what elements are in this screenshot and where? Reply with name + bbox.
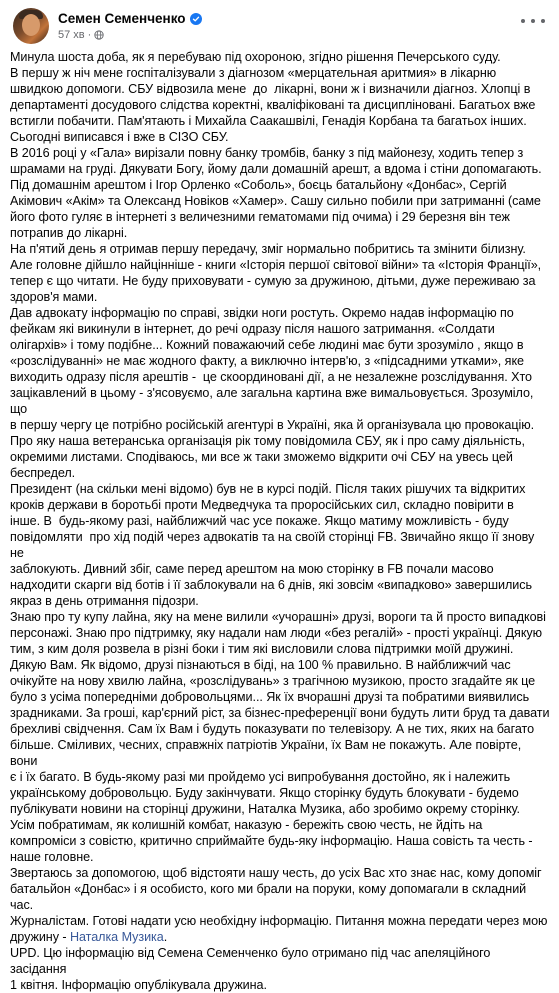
verified-badge-icon — [190, 13, 202, 25]
author-name[interactable]: Семен Семенченко — [58, 10, 186, 26]
more-options-icon[interactable] — [521, 14, 545, 28]
separator-dot: · — [87, 28, 92, 41]
journalists-text-end: . — [163, 930, 168, 944]
post-paragraph-update: UPD. Цю інформацію від Семена Семенченко було отримано під час апеляційного засідання 1 квітня. Інформацію опублікувала дружина. — [10, 946, 491, 992]
author-avatar[interactable] — [13, 8, 49, 44]
name-row — [58, 11, 202, 27]
avatar-face — [22, 14, 40, 36]
post-body — [10, 49, 550, 993]
post-paragraph: В 2016 році у «Гала» вирізали повну банку тромбів, банку з під майонезу, ходить тепер з шрамами на груді. Дякувати Богу, йому дали домашній арешт, а вдома і стіни допомагають. Під домашнім арештом і Ігор Орленко «Соболь», боєць батальйону «Донбас», Сергій Акімович «Акім» та Олександ Новіков «Хамер». Сашу сильно побили при затриманні (саме його фото гуляє в інтернеті з величезними гематомами під очима) і 29 березня він теж потрапив до лікарні. — [10, 146, 542, 240]
journalists-text: Журналістам. Готові надати усю необхідну інформацію. Питання можна передати через мою дружину - — [10, 914, 548, 944]
post-paragraph: Дав адвокату інформацію по справі, звідки ноги ростуть. Окремо надав інформацію по фейкам які викинули в інтернет, до речі одразу після нашого затримання. «Солдати олігархів» і тому подібне... Кожний поважаючий себе людині має бути зрозуміло , якщо в «розслідуванні» не має жодного факту, а виключно інтерв'ю, з «підсадними утками», яке виходить одразу після арештів - це скоординовані дії, а не незалежне розслідування. Хто зацікавлений в цьому - з'ясовуємо, але загальна картина вже вимальовується. Зрозуміло, що в першу чергу це потрібно російській агентурі в Україні, яка й організувала цю провокацію. Про яку наша ветеранська організація рік тому повідомила СБУ, як і про саму діяльність, окремими листами. Сподіваюсь, ми все ж таки зможемо відкрити очі СБУ на увесь цей беспредел. — [10, 306, 535, 480]
post-paragraph: Минула шоста доба, як я перебуваю під охороною, згідно рішення Печерського суду. В першу ж ніч мене госпіталізували з діагнозом «мерцательная аритмия» в лікарню швидкою допомоги. СБУ відвозила мене до лікарні, вони ж і визначили діагноз. Хлопці в департаменті досудового слідства коректні, кваліфіковані та дисципліновані. Багатьох вже встигли побачити. Пам'ятають і Михайла Саакашвілі, Генадія Корбана та багатьох інших. Сьогодні виписався і вже в СІЗО СБУ. — [10, 50, 536, 144]
post-header — [13, 8, 202, 44]
post-paragraph: Знаю про ту купу лайна, яку на мене вилили «учорашні» друзі, вороги та й просто випадкові персонажі. Знаю про підтримку, яку надали нам люди «без регалій» - прості українці. Дякую тим, з ким доля розвела в різні боки і тим які висловили слова підтримки моїй дружині. Дякую Вам. Як відомо, друзі пізнаються в біді, на 100 % правильно. В найближчий час очікуйте на нову хвилю лайна, «розслідувань» з трагічною музикою, просто згадайте як це було з усіма попередніми добровольцями... Як їх вчорашні друзі та побратими виявились зрадниками. За гроші, кар'єрний ріст, за бізнес-преференції вони будуть лити бруд та давати брехливі свідчення. Сам їх Вам і будуть показувати по телевізору. А не тих, яких на багато більше. Сміливих, чесних, справжніх патріотів України, їх Вам не покажуть. Але повірте, вони є і їх багато. В будь-якому разі ми пройдемо усі випробування достойно, як і належить українському добровольцю. Буду закінчувати. Якщо сторінку будуть блокувати - будемо публікувати новини на сторінці дружини, Наталка Музика, або зробимо окрему сторінку. Усім побратимам, як колишній комбат, наказую - бережіть свою честь, не йдіть на компроміси з совістю, критично сприймайте будь-яку інформацію. Наша совість та честь - наше головне. — [10, 610, 550, 864]
post-paragraph: Звертаюсь за допомогою, щоб відстояти нашу честь, до усіх Вас хто знає нас, кому допоміг батальйон «Донбас» і я особисто, кого ми брали на поруки, кому допомагали в складний час. — [10, 866, 542, 912]
post-timestamp[interactable]: 57 хв — [58, 28, 85, 41]
post-paragraph: Президент (на скільки мені відомо) був не в курсі подій. Після таких рішучих та відкритих кроків держави в боротьбі проти Медведчука та проросійських сил, складно повірити в інше. В будь-якому разі, найближчий час усе покаже. Якщо матиму можливість - буду повідомляти про хід подій через адвокатів та на своїй сторінці FB. Звичайно якщо її знову не заблокують. Дивний збіг, саме перед арештом на мою сторінку в FB почали масово надходити скарги від ботів і її заблокували на 6 днів, які зовсім «випадково» завершились якраз в день отримання підозри. — [10, 482, 535, 608]
post-paragraph: На п'ятий день я отримав першу передачу, зміг нормально побритись та змінити білизну. Але головне дійшло найцінніше - книги «Історія першої світової війни» та «Історія Франції», тепер є що читати. Не буду приховувати - сумую за дружиною, дітьми, дуже переживаю за здоров'я мами. — [10, 242, 542, 304]
wife-profile-link[interactable]: Наталка Музика — [69, 930, 164, 944]
post-paragraph-journalists — [10, 913, 550, 945]
timestamp-row — [58, 28, 202, 42]
post-meta — [58, 11, 202, 42]
globe-icon — [94, 30, 104, 40]
